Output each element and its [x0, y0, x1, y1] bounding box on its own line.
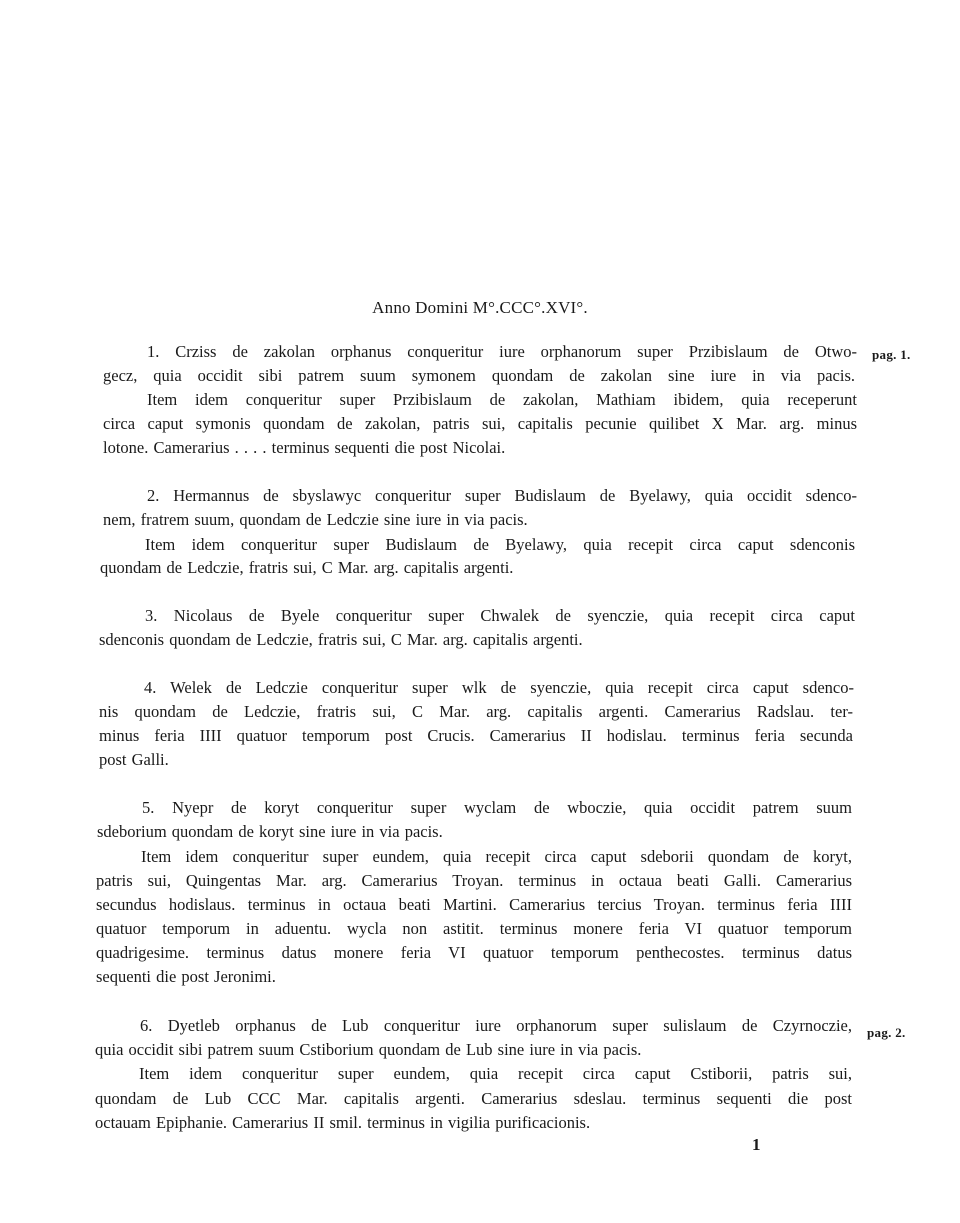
text-line: 6. Dyetleb orphanus de Lub conqueritur iure orphanorum super sulislaum de Czyrnoczie,: [140, 1016, 852, 1035]
text-line: quia occidit sibi patrem suum Cstiborium quondam de Lub sine iure in via pacis.: [95, 1040, 642, 1059]
text-line: quondam de Lub CCC Mar. capitalis argenti. Camerarius sdeslau. terminus sequenti die post: [95, 1089, 852, 1108]
text-line: nem, fratrem suum, quondam de Ledczie sine iure in via pacis.: [103, 510, 528, 529]
text-line: octauam Epiphanie. Camerarius II smil. terminus in vigilia purificacionis.: [95, 1113, 591, 1132]
text-line: Item idem conqueritur super Przibislaum de zakolan, Mathiam ibidem, quia receperunt: [147, 390, 857, 409]
text-line: 4. Welek de Ledczie conqueritur super wlk de syenczie, quia recepit circa caput sdenco-: [144, 678, 854, 697]
text-line: 2. Hermannus de sbyslawyc conqueritur super Budislaum de Byelawy, quia occidit sdenco-: [147, 486, 857, 505]
text-line: Item idem conqueritur super eundem, quia recepit circa caput sdeborii quondam de koryt,: [141, 847, 852, 866]
text-line: post Galli.: [99, 750, 169, 769]
text-line: quatuor temporum in aduentu. wycla non astitit. terminus monere feria VI quatuor temporum: [96, 919, 852, 938]
text-line: sdeborium quondam de koryt sine iure in via pacis.: [97, 822, 443, 841]
text-line: quondam de Ledczie, fratris sui, C Mar. arg. capitalis argenti.: [100, 558, 514, 577]
text-line: patris sui, Quingentas Mar. arg. Camerarius Troyan. terminus in octaua beati Galli. Camerarius: [96, 871, 852, 890]
page-number: 1: [752, 1135, 761, 1154]
text-line: 3. Nicolaus de Byele conqueritur super Chwalek de syenczie, quia recepit circa caput: [145, 606, 855, 625]
text-line: circa caput symonis quondam de zakolan, patris sui, capitalis pecunie quilibet X Mar. arg. minus: [103, 414, 857, 433]
margin-note: pag. 1.: [872, 347, 911, 362]
text-line: minus feria IIII quatuor temporum post Crucis. Camerarius II hodislau. terminus feria secunda: [99, 726, 853, 745]
text-line: Item idem conqueritur super Budislaum de Byelawy, quia recepit circa caput sdenconis: [145, 535, 855, 554]
text-line: secundus hodislaus. terminus in octaua beati Martini. Camerarius tercius Troyan. terminus feria IIII: [96, 895, 852, 914]
margin-note: pag. 2.: [867, 1025, 906, 1040]
text-line: quadrigesime. terminus datus monere feria VI quatuor temporum penthecostes. terminus datus: [96, 943, 852, 962]
text-line: sdenconis quondam de Ledczie, fratris sui, C Mar. arg. capitalis argenti.: [99, 630, 583, 649]
page-heading: Anno Domini M°.CCC°.XVI°.: [372, 298, 588, 317]
text-line: lotone. Camerarius . . . . terminus sequenti die post Nicolai.: [103, 438, 506, 457]
text-line: 5. Nyepr de koryt conqueritur super wyclam de wboczie, quia occidit patrem suum: [142, 798, 852, 817]
text-line: sequenti die post Jeronimi.: [96, 967, 276, 986]
text-line: nis quondam de Ledczie, fratris sui, C Mar. arg. capitalis argenti. Camerarius Radslau. ter-: [99, 702, 853, 721]
text-line: Item idem conqueritur super eundem, quia recepit circa caput Cstiborii, patris sui,: [139, 1064, 852, 1083]
text-line: 1. Crziss de zakolan orphanus conqueritur iure orphanorum super Przibislaum de Otwo-: [147, 342, 857, 361]
text-line: gecz, quia occidit sibi patrem suum symonem quondam de zakolan sine iure in via pacis.: [103, 366, 855, 385]
